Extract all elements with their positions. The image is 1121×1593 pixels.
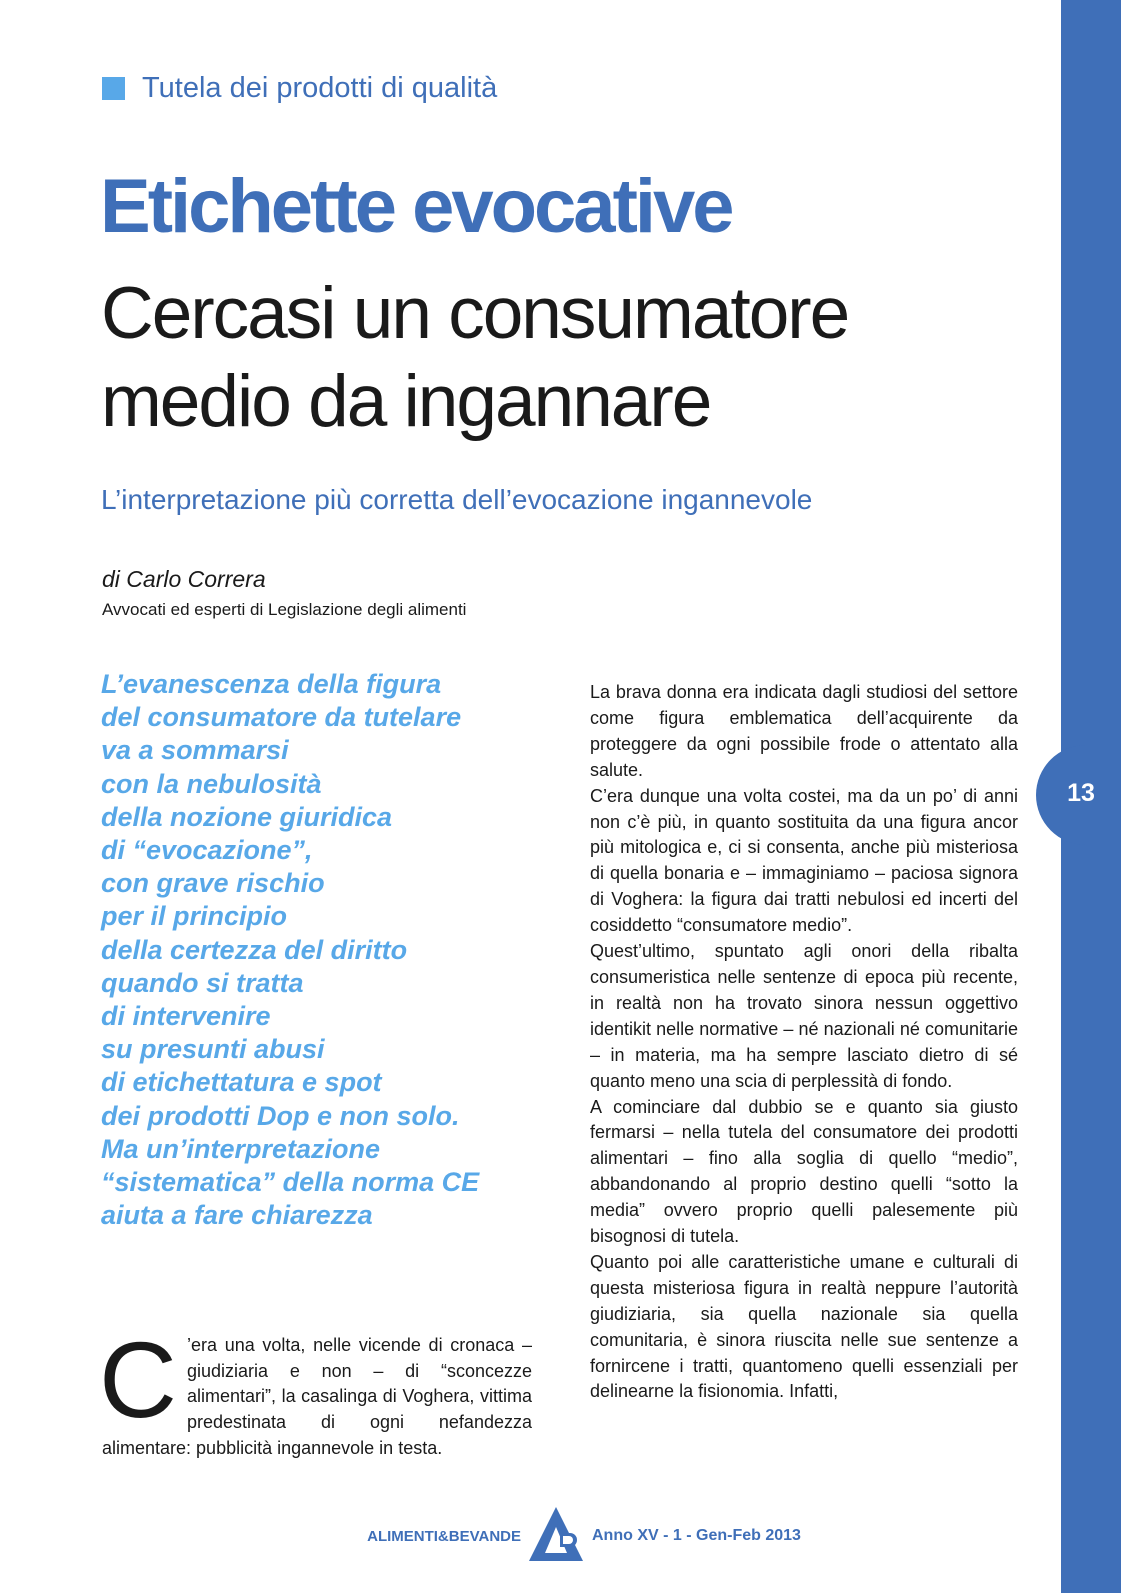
pull-quote-line: della certezza del diritto [101, 934, 408, 965]
pull-quote-line: della nozione giuridica [101, 801, 393, 832]
body-paragraph: Quanto poi alle caratteristiche umane e culturali di questa misteriosa figura in realtà neppure l’autorità giudiziaria, sia quella nazionale sia quella comunitaria, è sinora riuscita nelle sue sentenze a fornircene i tratti, quantomeno quelli essenziali per delinearne la fisionomia. Infatti, [590, 1251, 1018, 1402]
intro-paragraph [99, 1319, 532, 1462]
drop-cap: C [99, 1319, 177, 1440]
magazine-logo-icon [527, 1505, 585, 1563]
pull-quote-line: “sistematica” della norma CE [101, 1167, 480, 1198]
pull-quote-line: di “evocazione”, [101, 835, 313, 866]
pull-quote [101, 668, 551, 1232]
section-header [102, 72, 497, 105]
pull-quote-line: su presunti abusi [101, 1034, 325, 1065]
pull-quote-line: di intervenire [101, 1001, 271, 1032]
section-label: Tutela dei prodotti di qualità [142, 72, 498, 104]
body-column [590, 680, 1018, 1405]
body-paragraph: Quest’ultimo, spuntato agli onori della ribalta consumeristica nelle sentenze di epoca più recente, in realtà non ha trovato sinora nessun oggettivo identikit nelle normative – né nazionali né comunitarie – in materia, ma ha sempre lasciato dietro di sé quanto meno una scia di perplessità di fondo. [590, 941, 1018, 1091]
pull-quote-line: per il principio [101, 901, 288, 932]
body-paragraph: C’era dunque una volta costei, ma da un po’ di anni non c’è più, in quanto sostituita da una figura ancor più mitologica e, ci si consenta, anche più misteriosa di quella bonaria e – immaginiamo – paciosa signora di Voghera: la figura dai tratti nebulosi ed incerti del cosiddetto “consumatore medio”. [590, 785, 1018, 936]
headline-main: Etichette evocative [100, 164, 732, 249]
pull-quote-line: L’evanescenza della figura [101, 669, 442, 699]
pull-quote-line: dei prodotti Dop e non solo. [101, 1100, 460, 1131]
page-number-tab [1036, 745, 1121, 845]
article-subtitle: L’interpretazione più corretta dell’evocazione ingannevole [101, 484, 813, 515]
body-paragraph: La brava donna era indicata dagli studiosi del settore come figura emblematica dell’acquirente da proteggere da ogni possibile frode o attentato alla salute. [590, 682, 1018, 780]
magazine-name: ALIMENTI&BEVANDE [367, 1528, 521, 1545]
pull-quote-line: di etichettatura e spot [101, 1067, 382, 1098]
pull-quote-line: quando si tratta [101, 967, 304, 998]
headline-line-2: medio da ingannare [101, 361, 711, 442]
pull-quote-line: del consumatore da tutelare [101, 702, 462, 733]
headline-secondary [101, 270, 848, 446]
headline-line-1: Cercasi un consumatore [101, 273, 849, 354]
body-paragraph: A cominciare dal dubbio se e quanto sia giusto fermarsi – nella tutela del consumatore dei prodotti alimentari – fino alla soglia di quello “medio”, abbandonando al proprio destino quelli “sotto la media” ovvero proprio quelli palesemente più bisognosi di tutela. [590, 1096, 1018, 1247]
page-number: 13 [1067, 779, 1095, 807]
pull-quote-line: aiuta a fare chiarezza [101, 1200, 373, 1231]
author-affiliation: Avvocati ed esperti di Legislazione degli alimenti [102, 600, 467, 619]
square-bullet-icon [102, 77, 125, 100]
page-footer [0, 1505, 1121, 1565]
pull-quote-line: con la nebulosità [101, 768, 322, 799]
intro-text: ’era una volta, nelle vicende di cronaca – giudiziaria e non – di “sconcezze alimentari”, la casalinga di Voghera, vittima predestinata di ogni nefandezza alimentare: pubblicità ingannevole in testa. [102, 1335, 532, 1458]
pull-quote-line: va a sommarsi [101, 735, 289, 766]
pull-quote-line: con grave rischio [101, 868, 325, 899]
issue-info: Anno XV - 1 - Gen-Feb 2013 [592, 1527, 801, 1544]
pull-quote-line: Ma un’interpretazione [101, 1133, 381, 1164]
author-byline: di Carlo Correra [102, 566, 266, 592]
